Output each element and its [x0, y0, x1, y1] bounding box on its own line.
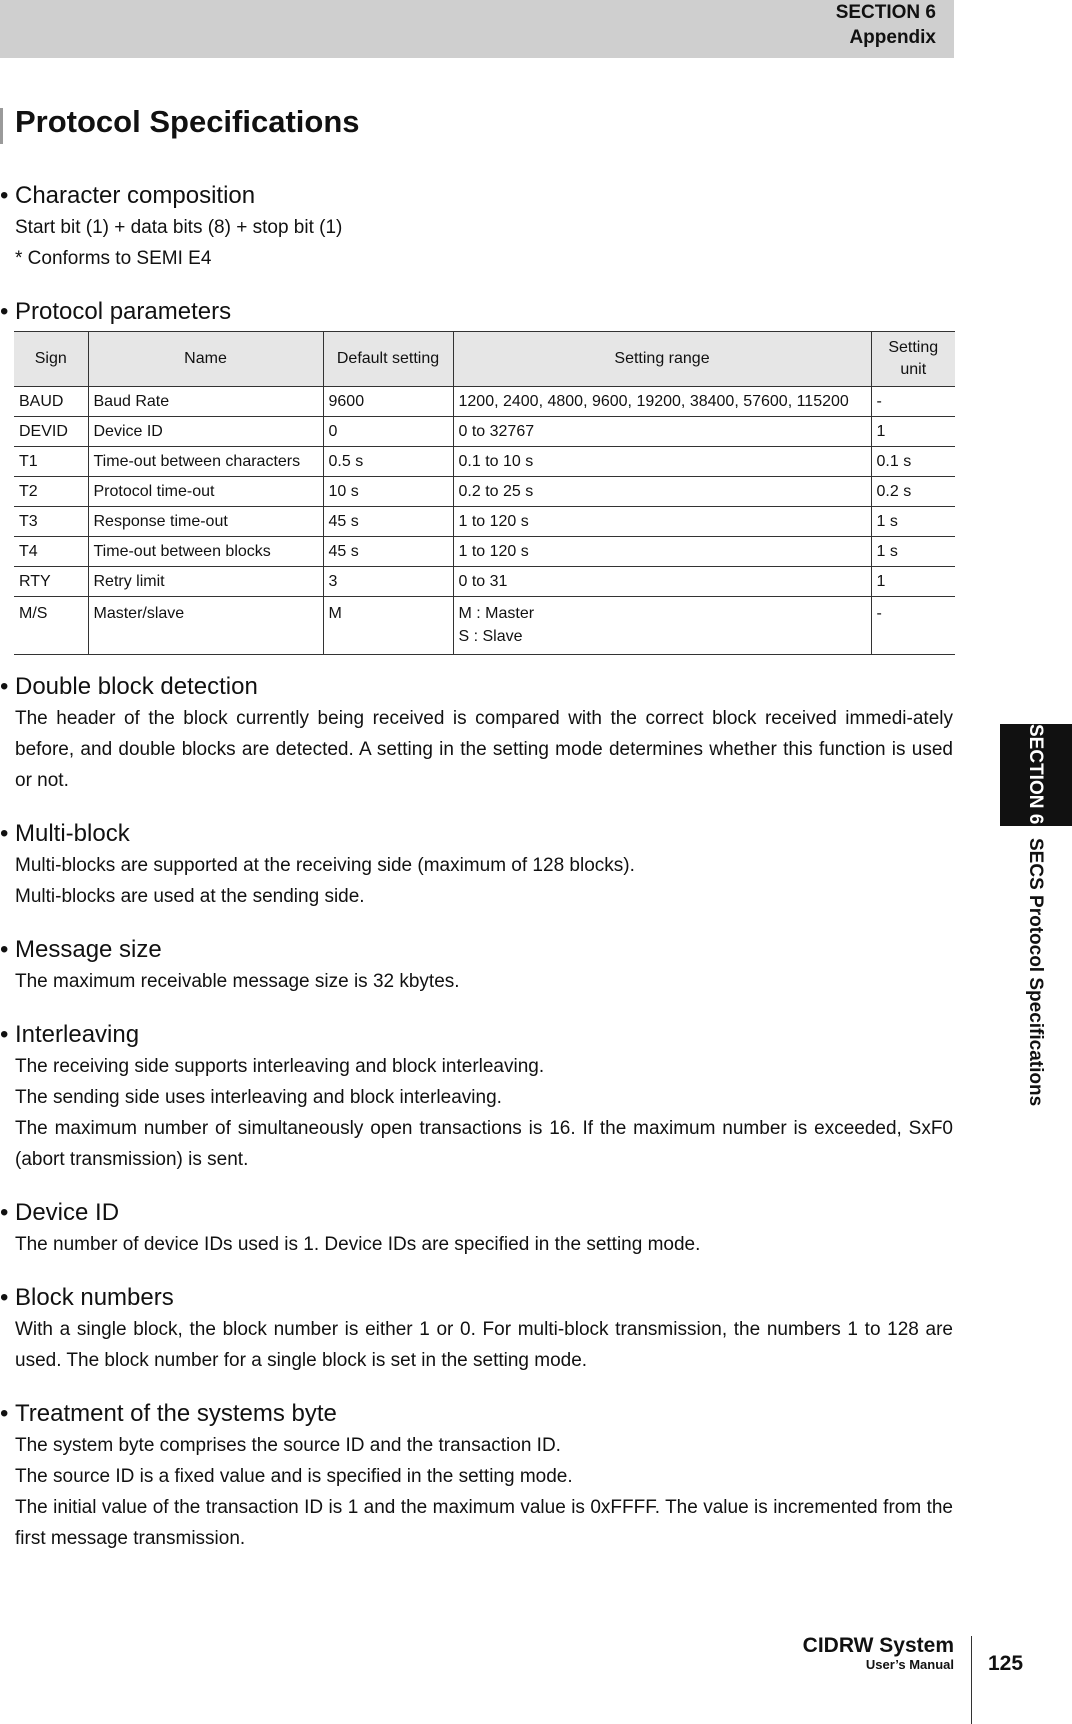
- table-cell: 0.2 to 25 s: [453, 477, 871, 507]
- section-heading: Block numbers: [15, 1284, 174, 1311]
- table-cell: 9600: [323, 387, 453, 417]
- body-line: The number of device IDs used is 1. Device IDs are specified in the setting mode.: [15, 1234, 701, 1255]
- section-character-composition: • Character composition Start bit (1) + data bits (8) + stop bit (1) * Conforms to SEMI E4: [0, 180, 960, 274]
- table-cell: 1 s: [871, 507, 955, 537]
- section-heading: Multi-block: [15, 820, 130, 847]
- table-cell: Retry limit: [88, 567, 323, 597]
- parameters-table: [14, 331, 955, 655]
- column-header: Setting range: [453, 332, 871, 387]
- page-title: Protocol Specifications: [15, 104, 360, 139]
- table-cell: -: [871, 387, 955, 417]
- section-block-numbers: • Block numbers With a single block, the block number is either 1 or 0. For multi-block transmission, the numbers 1 to 128 are used. The block number for a single block is set in the setting mode.: [0, 1282, 960, 1376]
- table-cell: 0.1 s: [871, 447, 955, 477]
- table-cell: 10 s: [323, 477, 453, 507]
- table-cell: 45 s: [323, 537, 453, 567]
- column-header: Setting unit: [871, 332, 955, 387]
- table-row: [14, 417, 955, 447]
- body-line: The receiving side supports interleaving and block interleaving.: [15, 1056, 545, 1077]
- table-cell: DEVID: [14, 417, 88, 447]
- table-cell: M/S: [14, 597, 88, 655]
- table-cell: T4: [14, 537, 88, 567]
- section-heading: Protocol parameters: [15, 298, 232, 325]
- table-cell: -: [871, 597, 955, 655]
- header-section-number: SECTION 6: [835, 2, 936, 23]
- body-line: Multi-blocks are used at the sending side.: [15, 886, 365, 907]
- body-line: The sending side uses interleaving and block interleaving.: [15, 1087, 502, 1108]
- section-double-block: • Double block detection The header of the block currently being received is compared with the correct block received immedi-ately before, and double blocks are detected. A setting in the setting mode determines whether this function is used or not.: [0, 671, 960, 796]
- table-cell: 0 to 31: [453, 567, 871, 597]
- title-marker: [0, 108, 3, 144]
- footer-divider: [971, 1636, 972, 1724]
- section-device-id: • Device ID The number of device IDs used is 1. Device IDs are specified in the setting mode.: [0, 1197, 960, 1260]
- footer-brand-name: CIDRW System: [802, 1634, 954, 1657]
- body-line: The system byte comprises the source ID and the transaction ID.: [15, 1435, 561, 1456]
- table-cell: Device ID: [88, 417, 323, 447]
- main-content: [0, 180, 960, 1554]
- table-cell: M: [323, 597, 453, 655]
- table-cell: 1200, 2400, 4800, 9600, 19200, 38400, 57600, 115200: [453, 387, 871, 417]
- section-heading: Device ID: [15, 1199, 120, 1226]
- section-heading: Character composition: [15, 182, 256, 209]
- section-protocol-parameters: • Protocol parameters Sign Name Default setting Setting range Setting unit BAUD Baud Rate 9600 1200, 2400, 4800, 9600, 19200, 38400, 57600, 115200 - DEVID Device ID 0 0 to 32767 1 T1 Time-out between characters 0.5 s 0.1 to 10 s 0.1 s T2 Protocol time-out 10 s 0.2 to 25 s 0.2 s T3 Response time-out 45 s 1 to 120 s 1 s T4 Time-out between blocks 45 s 1 to 120 s 1 s RTY Retry limit 3 0 to 31 1 M/S Master/slave M M : Master S : Slave -: [0, 296, 960, 655]
- section-multi-block: • Multi-block Multi-blocks are supported at the receiving side (maximum of 128 blocks). Multi-blocks are used at the sending side.: [0, 818, 960, 912]
- section-heading: Double block detection: [15, 673, 258, 700]
- table-row: [14, 477, 955, 507]
- table-header-row: [14, 332, 955, 387]
- table-cell: 0.5 s: [323, 447, 453, 477]
- body-paragraph: The maximum number of simultaneously open transactions is 16. If the maximum number is exceeded, SxF0 (abort transmission) is sent.: [15, 1118, 953, 1170]
- body-line: * Conforms to SEMI E4: [15, 248, 212, 269]
- table-cell: 0: [323, 417, 453, 447]
- range-line: S : Slave: [458, 628, 523, 645]
- table-cell: 0 to 32767: [453, 417, 871, 447]
- body-line: Multi-blocks are supported at the receiving side (maximum of 128 blocks).: [15, 855, 635, 876]
- body-line: Start bit (1) + data bits (8) + stop bit (1): [15, 217, 343, 238]
- table-cell: Protocol time-out: [88, 477, 323, 507]
- table-row: [14, 507, 955, 537]
- table-cell: RTY: [14, 567, 88, 597]
- section-heading: Message size: [15, 936, 162, 963]
- section-interleaving: • Interleaving The receiving side supports interleaving and block interleaving. The sending side uses interleaving and block interleaving. The maximum number of simultaneously open transactions is 16. If the maximum number is exceeded, SxF0 (abort transmission) is sent.: [0, 1019, 960, 1175]
- header-band: [0, 0, 954, 58]
- table-cell: Time-out between characters: [88, 447, 323, 477]
- table-row: [14, 567, 955, 597]
- table-cell: Baud Rate: [88, 387, 323, 417]
- table-cell: 1 to 120 s: [453, 537, 871, 567]
- table-cell: Master/slave: [88, 597, 323, 655]
- footer-brand: [803, 1634, 954, 1672]
- table-row: [14, 597, 955, 655]
- header-chapter: Appendix: [849, 27, 936, 48]
- table-row: [14, 387, 955, 417]
- side-tab-title: SECS Protocol Specifications: [1025, 838, 1046, 1107]
- section-heading: Treatment of the systems byte: [15, 1400, 337, 1427]
- table-cell: 1: [871, 567, 955, 597]
- table-cell: 3: [323, 567, 453, 597]
- side-tab-section: SECTION 6: [1025, 724, 1046, 825]
- table-cell: T3: [14, 507, 88, 537]
- column-header: Default setting: [323, 332, 453, 387]
- table-cell: 0.1 to 10 s: [453, 447, 871, 477]
- table-cell: 1: [871, 417, 955, 447]
- range-line: M : Master: [458, 605, 535, 622]
- header-section: [836, 0, 936, 50]
- body-paragraph: The header of the block currently being received is compared with the correct block received immedi-ately before, and double blocks are detected. A setting in the setting mode determines whether this function is used or not.: [15, 708, 953, 791]
- section-systems-byte: • Treatment of the systems byte The system byte comprises the source ID and the transaction ID. The source ID is a fixed value and is specified in the setting mode. The initial value of the transaction ID is 1 and the maximum value is 0xFFFF. The value is incremented from the first message transmission.: [0, 1398, 960, 1554]
- body-line: The source ID is a fixed value and is specified in the setting mode.: [15, 1466, 573, 1487]
- table-cell: 1 s: [871, 537, 955, 567]
- table-cell: BAUD: [14, 387, 88, 417]
- section-heading: Interleaving: [15, 1021, 140, 1048]
- body-paragraph: With a single block, the block number is either 1 or 0. For multi-block transmission, the numbers 1 to 128 are used. The block number for a single block is set in the setting mode.: [15, 1319, 953, 1371]
- footer-manual: User’s Manual: [865, 1657, 954, 1672]
- table-cell: 1 to 120 s: [453, 507, 871, 537]
- table-cell: T1: [14, 447, 88, 477]
- table-cell: Response time-out: [88, 507, 323, 537]
- body-line: The maximum receivable message size is 32 kbytes.: [15, 971, 460, 992]
- table-cell: T2: [14, 477, 88, 507]
- column-header: Sign: [14, 332, 88, 387]
- table-row: [14, 537, 955, 567]
- table-cell: 45 s: [323, 507, 453, 537]
- table-cell: [453, 597, 871, 655]
- table-cell: Time-out between blocks: [88, 537, 323, 567]
- body-paragraph: The initial value of the transaction ID is 1 and the maximum value is 0xFFFF. The value is incremented from the first message transmission.: [15, 1497, 953, 1549]
- section-message-size: • Message size The maximum receivable message size is 32 kbytes.: [0, 934, 960, 997]
- side-tab: [1022, 724, 1048, 1106]
- table-row: [14, 447, 955, 477]
- table-cell: 0.2 s: [871, 477, 955, 507]
- column-header: Name: [88, 332, 323, 387]
- page-number: 125: [988, 1652, 1024, 1675]
